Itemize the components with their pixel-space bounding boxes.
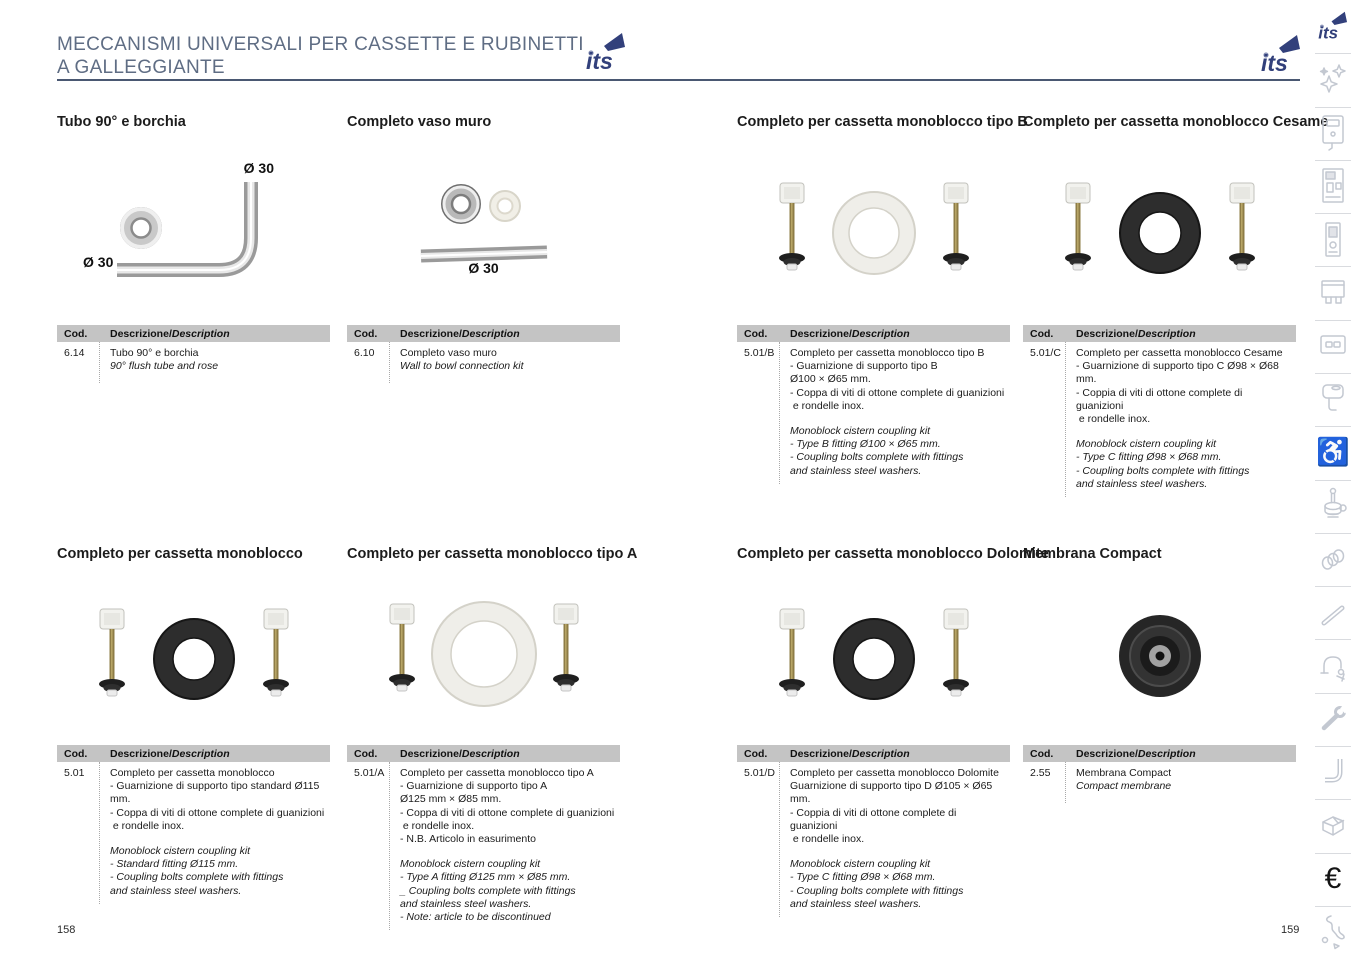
description-line: - Guarnizione di supporto tipo C Ø98 × Ø68 mm. [1076, 360, 1282, 386]
page-number-right: 159 [1281, 924, 1300, 936]
flush-valve-icon [1310, 480, 1356, 533]
description-line: Monoblock cistern coupling kit [110, 845, 251, 858]
product-image [737, 134, 1010, 325]
flush-plate-icon [1310, 320, 1356, 373]
installation-frame-icon [1310, 213, 1356, 266]
col-header-description: Descrizione/Description [110, 747, 230, 760]
product-code: 6.10 [354, 347, 375, 359]
description-line: Completo vaso muro [400, 347, 497, 359]
description-line: - Coupling bolts complete with fittings [110, 871, 284, 884]
col-header-cod: Cod. [744, 327, 768, 340]
description-line: Completo per cassetta monoblocco tipo A [400, 767, 594, 779]
svg-text:its: its [1318, 23, 1339, 43]
col-header-description: Descrizione/Description [110, 327, 230, 340]
description-line: e rondelle inox. [1076, 413, 1151, 426]
diameter-label: Ø 30 [83, 254, 114, 270]
col-header-cod: Cod. [744, 747, 768, 760]
description-line: and stainless steel washers. [790, 464, 922, 477]
category-sidebar [1310, 0, 1356, 959]
description-line: - Note: article to be discontinued [400, 911, 551, 924]
product-image [347, 566, 620, 745]
its-logo [1258, 34, 1304, 76]
description-line: - Coppa di viti di ottone complete di guanizioni [110, 806, 325, 819]
description-line: Monoblock cistern coupling kit [1076, 438, 1217, 451]
exposed-cistern-icon [1310, 373, 1356, 426]
description-line: - Type C fitting Ø98 × Ø68 mm. [790, 871, 936, 884]
wall-cistern-icon [1310, 266, 1356, 319]
description-line: - Coppa di viti di ottone complete di guanizioni [790, 386, 1005, 399]
description-line: 90° flush tube and rose [110, 360, 219, 373]
description-line [1076, 426, 1292, 438]
product-title: Completo per cassetta monoblocco Cesame [1023, 114, 1329, 130]
col-header-cod: Cod. [354, 747, 378, 760]
its-logo [583, 32, 629, 74]
italy-map-icon [1310, 906, 1356, 959]
description-line: Monoblock cistern coupling kit [790, 425, 931, 438]
product-table [57, 745, 330, 904]
description-line: Wall to bowl connection kit [400, 360, 524, 373]
description-line: - Type B fitting Ø100 × Ø65 mm. [790, 438, 941, 451]
product-card [737, 114, 1028, 484]
product-description [779, 762, 1010, 917]
col-header-cod: Cod. [64, 327, 88, 340]
product-description [99, 342, 330, 383]
product-image [1023, 134, 1296, 325]
inwall-cistern-icon [1310, 160, 1356, 213]
product-image [347, 134, 620, 325]
description-line: - Type A fitting Ø125 mm × Ø85 mm. [400, 871, 571, 884]
description-line: and stainless steel washers. [790, 897, 922, 910]
product-title: Completo per cassetta monoblocco [57, 546, 303, 562]
description-line: e rondelle inox. [790, 833, 865, 846]
accessibility-icon: ♿ [1310, 426, 1356, 479]
product-image [57, 566, 330, 745]
table-header [347, 325, 620, 342]
wrench-icon [1310, 693, 1356, 746]
description-line: - Standard fitting Ø115 mm. [110, 858, 239, 871]
product-code: 5.01/D [744, 767, 775, 779]
description-line: - Coupling bolts complete with fittings [790, 451, 964, 464]
pipe-icon [1310, 586, 1356, 639]
description-line: and stainless steel washers. [110, 884, 242, 897]
product-title: Tubo 90° e borchia [57, 114, 186, 130]
product-description [99, 762, 330, 904]
product-card [347, 546, 638, 930]
page-title-line2: A GALLEGGIANTE [57, 57, 225, 78]
description-line: Completo per cassetta monoblocco Dolomite [790, 767, 999, 779]
description-line: e rondelle inox. [400, 819, 475, 832]
page-title-line1: MECCANISMI UNIVERSALI PER CASSETTE E RUBINETTI [57, 34, 584, 55]
col-header-description: Descrizione/Description [790, 327, 910, 340]
product-code: 5.01 [64, 767, 85, 779]
description-line [790, 413, 1006, 425]
header-divider [57, 79, 1300, 81]
description-line: _ Coupling bolts complete with fittings [400, 884, 576, 897]
product-image [1023, 566, 1296, 745]
table-header [347, 745, 620, 762]
description-line: - Guarnizione di supporto tipo standard Ø115 mm. [110, 780, 323, 806]
table-header [1023, 745, 1296, 762]
bent-pipe-icon [1310, 746, 1356, 799]
description-line: Guarnizione di supporto tipo D Ø105 × Ø65 mm. [790, 780, 996, 806]
description-line: Ø100 × Ø65 mm. [790, 373, 871, 386]
description-line [400, 846, 616, 858]
description-line: - Coupling bolts complete with fittings [1076, 464, 1250, 477]
col-header-cod: Cod. [354, 327, 378, 340]
page-number-left: 158 [57, 924, 76, 936]
product-table [347, 325, 620, 383]
product-description [389, 342, 620, 383]
table-header [1023, 325, 1296, 342]
description-line: Completo per cassetta monoblocco tipo B [790, 347, 985, 359]
packaging-box-icon [1310, 799, 1356, 852]
product-description [1065, 762, 1296, 803]
description-line: Monoblock cistern coupling kit [790, 858, 931, 871]
product-table [1023, 325, 1296, 497]
product-card [57, 546, 330, 904]
product-table [347, 745, 620, 930]
description-line: - N.B. Articolo in easurimento [400, 833, 536, 846]
col-header-description: Descrizione/Description [400, 747, 520, 760]
coupling-nut-icon [1310, 533, 1356, 586]
col-header-description: Descrizione/Description [400, 327, 520, 340]
product-description [779, 342, 1010, 484]
description-line: Membrana Compact [1076, 767, 1172, 779]
description-line: and stainless steel washers. [1076, 477, 1208, 490]
product-code: 6.14 [64, 347, 85, 359]
description-line: - Coppa di viti di ottone complete di guanizioni [400, 806, 615, 819]
product-card [1023, 114, 1329, 497]
description-line: Ø125 mm × Ø85 mm. [400, 793, 502, 806]
product-table [737, 745, 1010, 917]
description-line: - Coppia di viti di ottone complete di guanizioni [790, 806, 960, 832]
description-line: - Coppia di viti di ottone complete di guanizioni [1076, 386, 1246, 412]
description-line: Monoblock cistern coupling kit [400, 858, 541, 871]
description-line: Completo per cassetta monoblocco Cesame [1076, 347, 1283, 359]
description-line: e rondelle inox. [110, 819, 185, 832]
product-card [347, 114, 620, 383]
description-line: - Coupling bolts complete with fittings [790, 884, 964, 897]
col-header-cod: Cod. [1030, 747, 1054, 760]
product-table [57, 325, 330, 383]
col-header-description: Descrizione/Description [790, 747, 910, 760]
product-title: Completo per cassetta monoblocco Dolomite [737, 546, 1049, 562]
euro-icon: € [1310, 853, 1356, 906]
description-line: - Type C fitting Ø98 × Ø68 mm. [1076, 451, 1222, 464]
svg-text:its: its [1261, 50, 1288, 76]
product-code: 2.55 [1030, 767, 1051, 779]
product-description [1065, 342, 1296, 497]
description-line [110, 833, 326, 845]
description-line: - Guarnizione di supporto tipo A [400, 780, 548, 793]
concealed-cistern-icon [1310, 107, 1356, 160]
col-header-description: Descrizione/Description [1076, 747, 1196, 760]
description-line [790, 846, 1006, 858]
product-table [737, 325, 1010, 484]
product-code: 5.01/C [1030, 347, 1061, 359]
table-header [737, 325, 1010, 342]
description-line: and stainless steel washers. [400, 897, 532, 910]
product-card [1023, 546, 1296, 803]
description-line: Compact membrane [1076, 780, 1172, 793]
description-line: Completo per cassetta monoblocco [110, 767, 275, 779]
product-image [57, 134, 330, 325]
table-header [57, 325, 330, 342]
diameter-label: Ø 30 [468, 260, 499, 276]
product-title: Completo per cassetta monoblocco tipo B [737, 114, 1028, 130]
table-header [57, 745, 330, 762]
col-header-description: Descrizione/Description [1076, 327, 1196, 340]
table-header [737, 745, 1010, 762]
description-line: e rondelle inox. [790, 399, 865, 412]
diameter-label: Ø 30 [243, 160, 274, 176]
product-description [389, 762, 620, 930]
product-image [737, 566, 1010, 745]
col-header-cod: Cod. [64, 747, 88, 760]
product-title: Membrana Compact [1023, 546, 1162, 562]
product-card [57, 114, 330, 383]
page-title [57, 33, 584, 79]
product-title: Completo vaso muro [347, 114, 492, 130]
product-code: 5.01/B [744, 347, 775, 359]
product-table [1023, 745, 1296, 803]
product-code: 5.01/A [354, 767, 385, 779]
product-title: Completo per cassetta monoblocco tipo A [347, 546, 638, 562]
col-header-cod: Cod. [1030, 327, 1054, 340]
description-line: Tubo 90° e borchia [110, 347, 199, 359]
its-logo [1310, 0, 1356, 53]
sparkles-icon [1310, 53, 1356, 106]
faucet-icon [1310, 639, 1356, 692]
description-line: - Guarnizione di supporto tipo B [790, 360, 938, 373]
svg-text:its: its [586, 48, 613, 74]
